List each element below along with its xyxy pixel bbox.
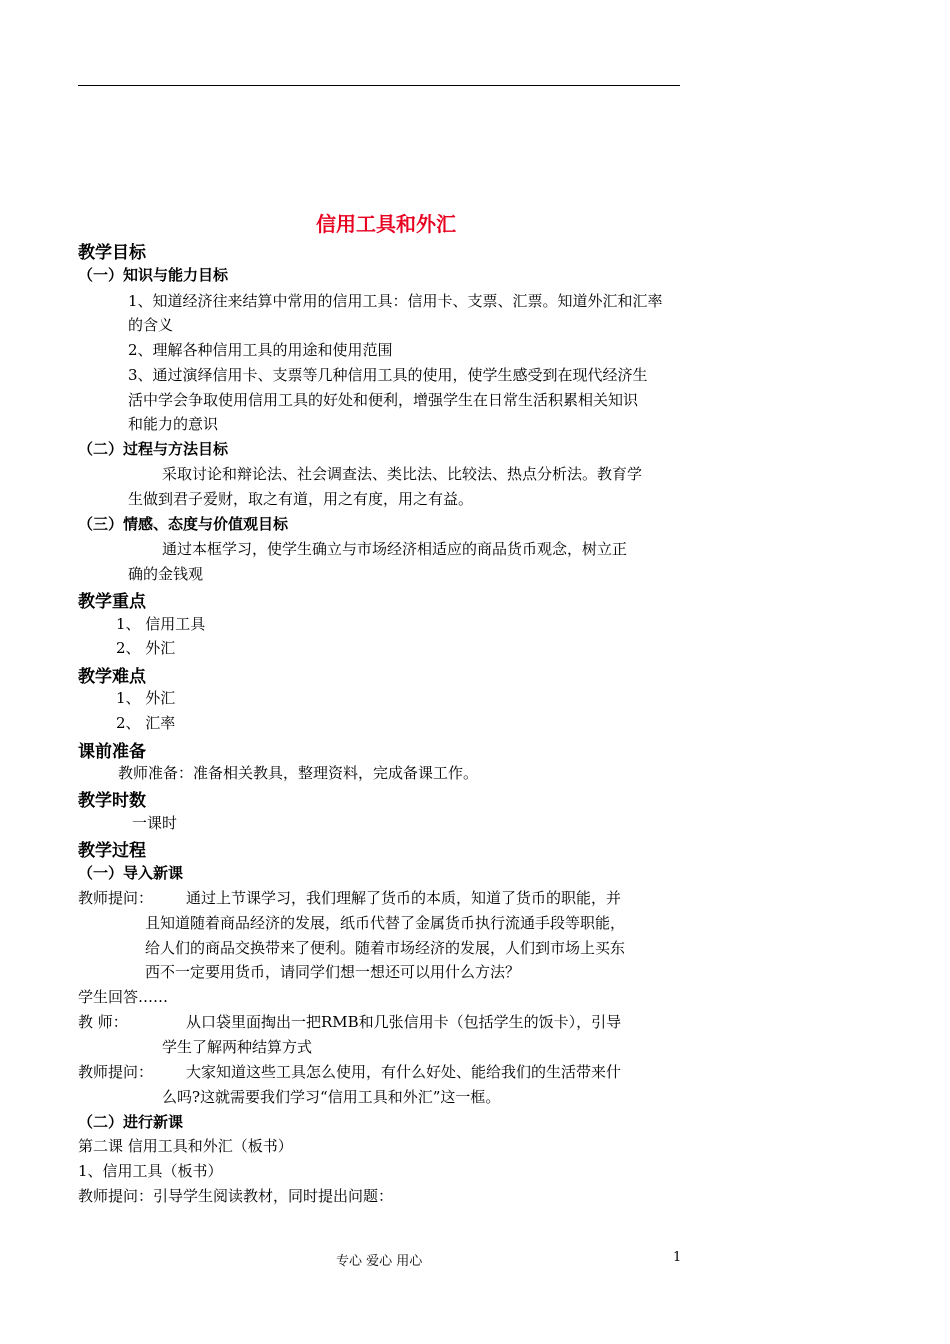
text-line: 确的金钱观 bbox=[128, 565, 204, 583]
text-line: 1、 信用工具 bbox=[116, 615, 206, 633]
text-line: 和能力的意识 bbox=[128, 415, 219, 433]
footer-motto: 专心 爱心 用心 bbox=[336, 1254, 423, 1269]
text-line: 学生了解两种结算方式 bbox=[162, 1038, 313, 1056]
text-line: 从口袋里面掏出一把RMB和几张信用卡（包括学生的饭卡），引导 bbox=[186, 1013, 622, 1031]
section-heading: 教学重点 bbox=[78, 592, 146, 612]
text-line: 大家知道这些工具怎么使用，有什么好处、能给我们的生活带来什 bbox=[186, 1063, 622, 1081]
text-line: 且知道随着商品经济的发展，纸币代替了金属货币执行流通手段等职能， bbox=[145, 914, 626, 932]
text-line: 3、通过演绎信用卡、支票等几种信用工具的使用，使学生感受到在现代经济生 bbox=[128, 366, 648, 384]
text-line: 一课时 bbox=[132, 814, 178, 832]
text-line: 学生回答…… bbox=[78, 988, 169, 1006]
section-heading: 课前准备 bbox=[78, 742, 146, 762]
text-line: 教师准备：准备相关教具，整理资料，完成备课工作。 bbox=[118, 764, 479, 782]
section-heading: 教学目标 bbox=[78, 243, 146, 263]
section-heading: （二）进行新课 bbox=[78, 1113, 184, 1131]
text-line: 的含义 bbox=[128, 316, 174, 334]
text-line: 2、理解各种信用工具的用途和使用范围 bbox=[128, 341, 393, 359]
text-line: 教 师： bbox=[78, 1013, 128, 1031]
section-heading: （三）情感、态度与价值观目标 bbox=[78, 515, 289, 533]
section-heading: （二）过程与方法目标 bbox=[78, 440, 229, 458]
header-rule bbox=[78, 85, 680, 86]
text-line: 通过上节课学习，我们理解了货币的本质，知道了货币的职能，并 bbox=[186, 889, 622, 907]
text-line: 活中学会争取使用信用工具的好处和便利，增强学生在日常生活积累相关知识 bbox=[128, 391, 639, 409]
text-line: 1、信用工具（板书） bbox=[78, 1162, 223, 1180]
section-heading: 教学难点 bbox=[78, 667, 146, 687]
text-line: 第二课 信用工具和外汇（板书） bbox=[78, 1137, 293, 1155]
page-number: 1 bbox=[673, 1250, 682, 1265]
section-heading: 教学时数 bbox=[78, 791, 146, 811]
text-line: 教师提问：引导学生阅读教材，同时提出问题： bbox=[78, 1187, 394, 1205]
text-line: 教师提问： bbox=[78, 889, 154, 907]
text-line: 通过本框学习，使学生确立与市场经济相适应的商品货币观念，树立正 bbox=[162, 540, 628, 558]
text-line: 1、 外汇 bbox=[116, 689, 176, 707]
text-line: 1、知道经济往来结算中常用的信用工具：信用卡、支票、汇票。知道外汇和汇率 bbox=[128, 292, 663, 310]
text-line: 2、 外汇 bbox=[116, 639, 176, 657]
section-heading: （一）知识与能力目标 bbox=[78, 266, 229, 284]
section-heading: （一）导入新课 bbox=[78, 864, 184, 882]
text-line: 教师提问： bbox=[78, 1063, 154, 1081]
section-heading: 教学过程 bbox=[78, 841, 146, 861]
text-line: 么吗?这就需要我们学习“信用工具和外汇”这一框。 bbox=[162, 1088, 501, 1106]
text-line: 采取讨论和辩论法、社会调查法、类比法、比较法、热点分析法。教育学 bbox=[162, 465, 643, 483]
text-line: 西不一定要用货币，请同学们想一想还可以用什么方法？ bbox=[145, 963, 521, 981]
document-title: 信用工具和外汇 bbox=[316, 212, 456, 236]
text-line: 给人们的商品交换带来了便利。随着市场经济的发展，人们到市场上买东 bbox=[145, 939, 626, 957]
text-line: 生做到君子爱财，取之有道，用之有度，用之有益。 bbox=[128, 490, 474, 508]
text-line: 2、 汇率 bbox=[116, 714, 176, 732]
